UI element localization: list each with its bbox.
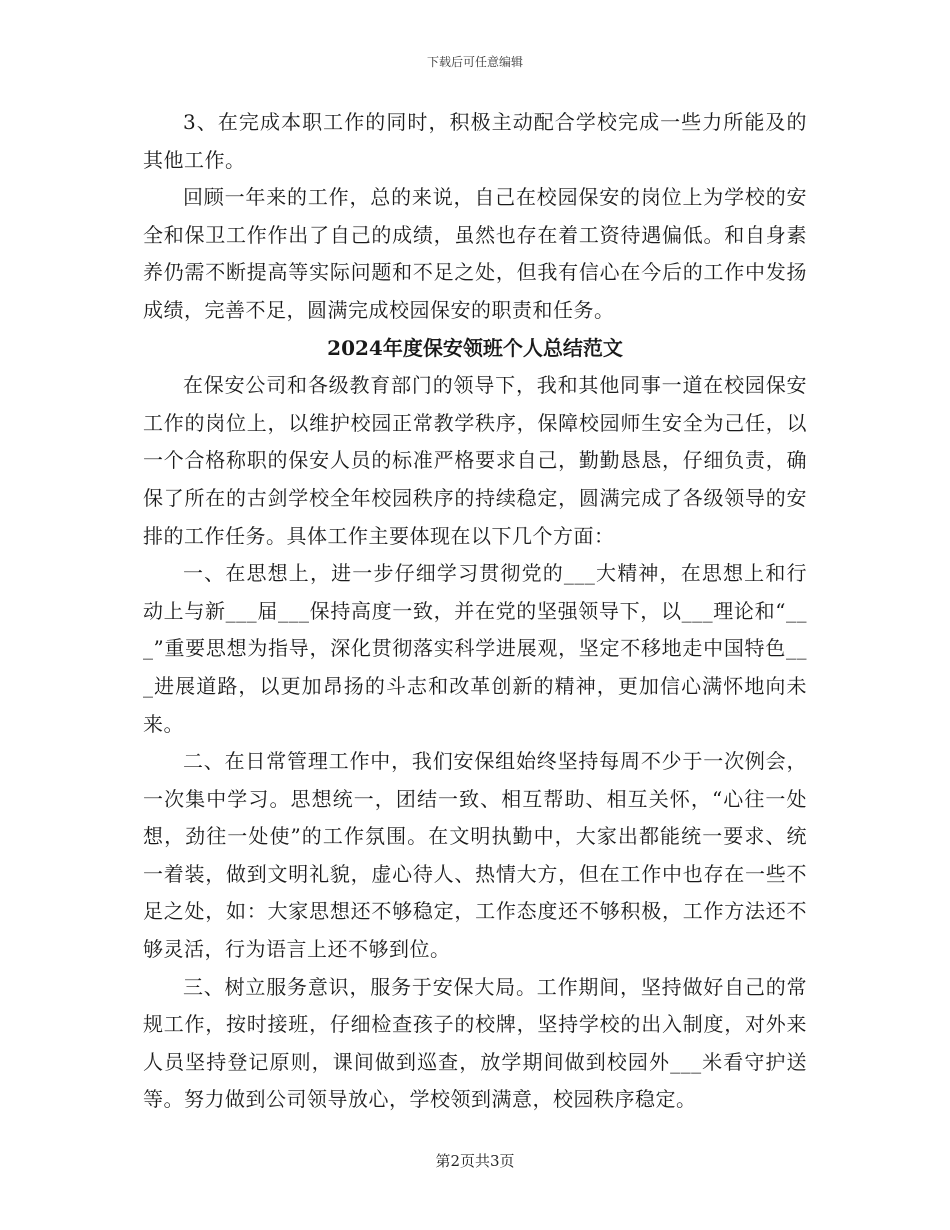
paragraph-intro: 在保安公司和各级教育部门的领导下，我和其他同事一道在校园保安工作的岗位上，以维护校园正常教学秩序，保障校园师生安全为己任，以一个合格称职的保安人员的标准严格要求自己，勤勤恳恳，仔细负责，确保了所在的古剑学校全年校园秩序的持续稳定，圆满完成了各级领导的安排的工作任务。具体工作主要体现在以下几个方面： [143, 373, 807, 548]
paragraph-section-3: 三、树立服务意识，服务于安保大局。工作期间，坚持做好自己的常规工作，按时接班，仔细检查孩子的校牌，坚持学校的出入制度，对外来人员坚持登记原则，课间做到巡查，放学期间做到校园外___米看守护送等。努力做到公司领导放心，学校领到满意，校园秩序稳定。 [143, 974, 807, 1112]
document-title: 2024年度保安领班个人总结范文 [327, 335, 623, 360]
header-note: 下载后可任意编辑 [426, 55, 523, 69]
paragraph-section-2: 二、在日常管理工作中，我们安保组始终坚持每周不少于一次例会，一次集中学习。思想统一，团结一致、相互帮助、相互关怀，“心往一处想，劲往一处使”的工作氛围。在文明执勤中，大家出都能统一要求、统一着装，做到文明礼貌，虚心待人、热情大方，但在工作中也存在一些不足之处，如：大家思想还不够稳定，工作态度还不够积极，工作方法还不够灵活，行为语言上还不够到位。 [143, 749, 807, 962]
paragraph-section-1: 一、在思想上，进一步仔细学习贯彻党的___大精神，在思想上和行动上与新___届___保持高度一致，并在党的坚强领导下，以___理论和“___”重要思想为指导，深化贯彻落实科学进展观，坚定不移地走中国特色___进展道路，以更加昂扬的斗志和改革创新的精神，更加信心满怀地向未来。 [143, 561, 807, 736]
paragraph-review: 回顾一年来的工作，总的来说，自己在校园保安的岗位上为学校的安全和保卫工作作出了自己的成绩，虽然也存在着工资待遇偏低。和自身素养仍需不断提高等实际问题和不足之处，但我有信心在今后的工作中发扬成绩，完善不足，圆满完成校园保安的职责和任务。 [143, 185, 807, 322]
page-number: 第2页共3页 [435, 1152, 515, 1170]
paragraph-item-3: 3、在完成本职工作的同时，积极主动配合学校完成一些力所能及的其他工作。 [143, 110, 807, 172]
document-body [143, 104, 807, 1119]
